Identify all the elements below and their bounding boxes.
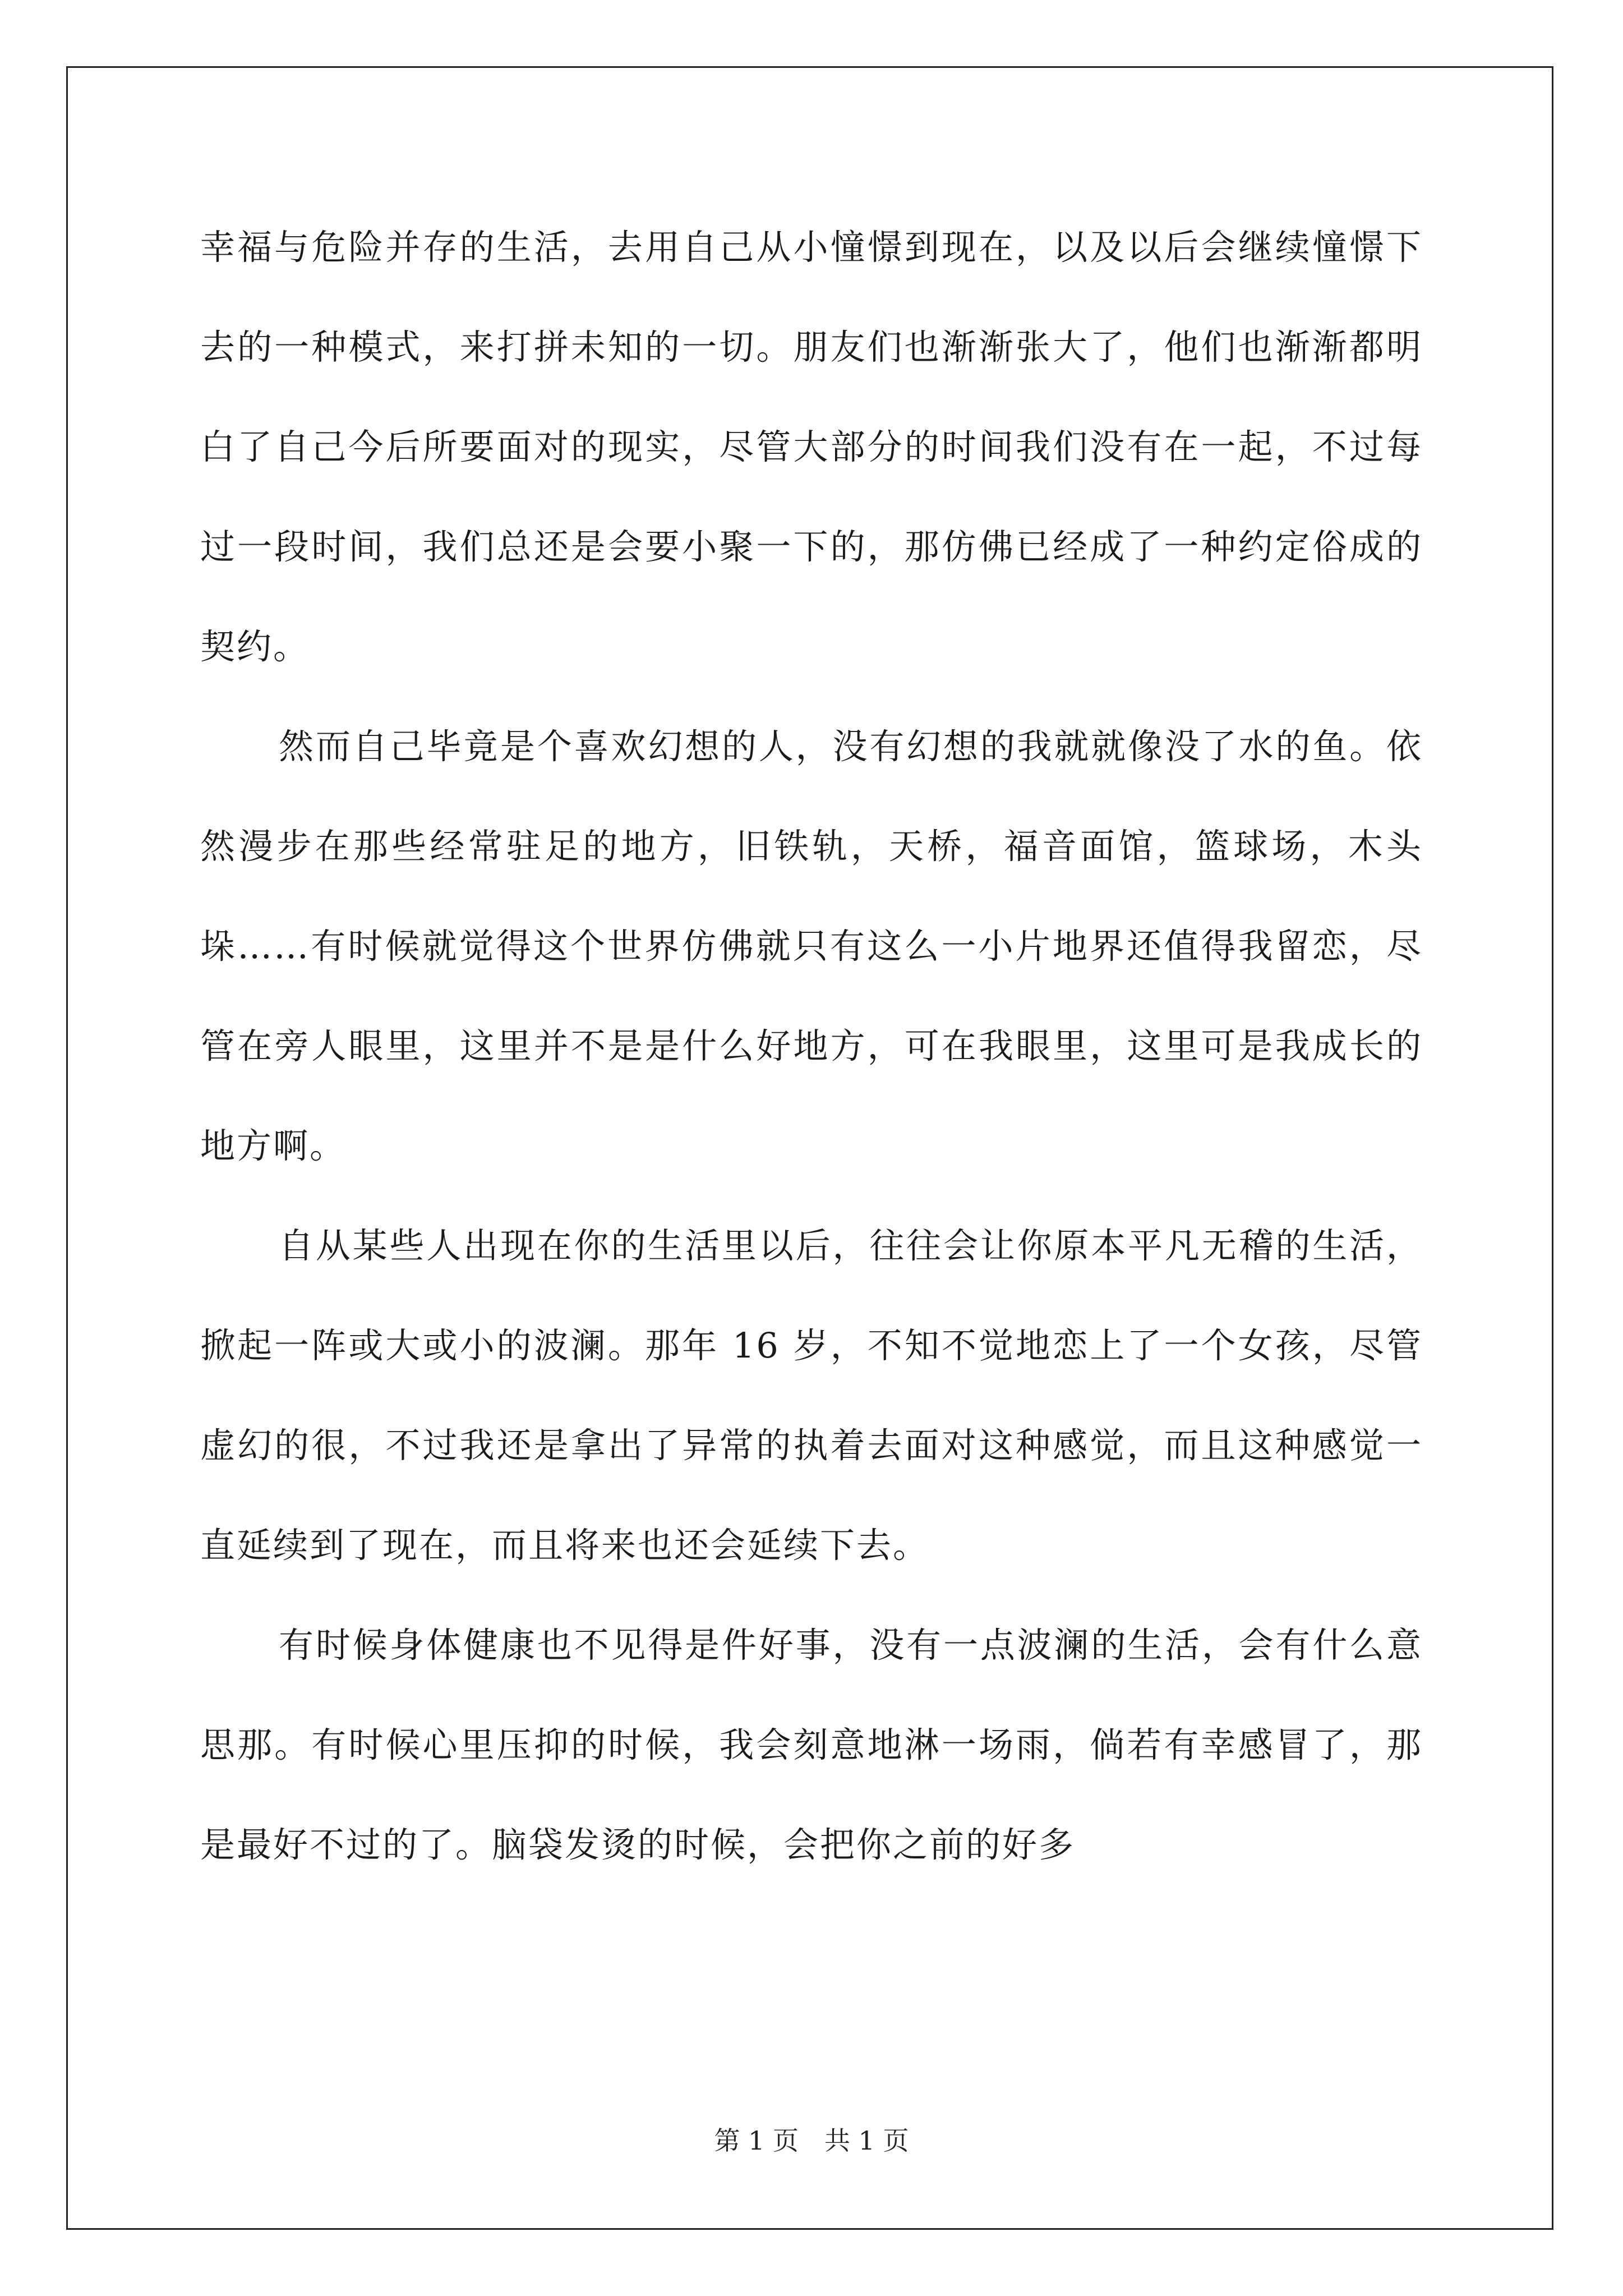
paragraph-1: 幸福与危险并存的生活，去用自己从小憧憬到现在，以及以后会继续憧憬下去的一种模式，来打拼未知的一切。朋友们也渐渐张大了，他们也渐渐都明白了自己今后所要面对的现实，尽管大部分的时间我们没有在一起，不过每过一段时间，我们总还是会要小聚一下的，那仿佛已经成了一种约定俗成的契约。 xyxy=(200,227,1423,667)
paragraph-4: 有时候身体健康也不见得是件好事，没有一点波澜的生活，会有什么意思那。有时候心里压抑的时候，我会刻意地淋一场雨，倘若有幸感冒了，那是最好不过的了。脑袋发烫的时候，会把你之前的好多 xyxy=(200,1625,1423,1865)
page-number-footer: 第 1 页 共 1 页 xyxy=(714,2125,909,2156)
paragraph-2: 然而自己毕竟是个喜欢幻想的人，没有幻想的我就就像没了水的鱼。依然漫步在那些经常驻足的地方，旧铁轨，天桥，福音面馆，篮球场，木头垛……有时候就觉得这个世界仿佛就只有这么一小片地界还值得我留恋，尽管在旁人眼里，这里并不是是什么好地方，可在我眼里，这里可是我成长的地方啊。 xyxy=(200,726,1423,1166)
document-body xyxy=(200,197,1423,1895)
paragraph-3: 自从某些人出现在你的生活里以后，往往会让你原本平凡无稽的生活，掀起一阵或大或小的波澜。那年 16 岁，不知不觉地恋上了一个女孩，尽管虚幻的很，不过我还是拿出了异常的执着去面对这种感觉，而且这种感觉一直延续到了现在，而且将来也还会延续下去。 xyxy=(200,1225,1423,1566)
